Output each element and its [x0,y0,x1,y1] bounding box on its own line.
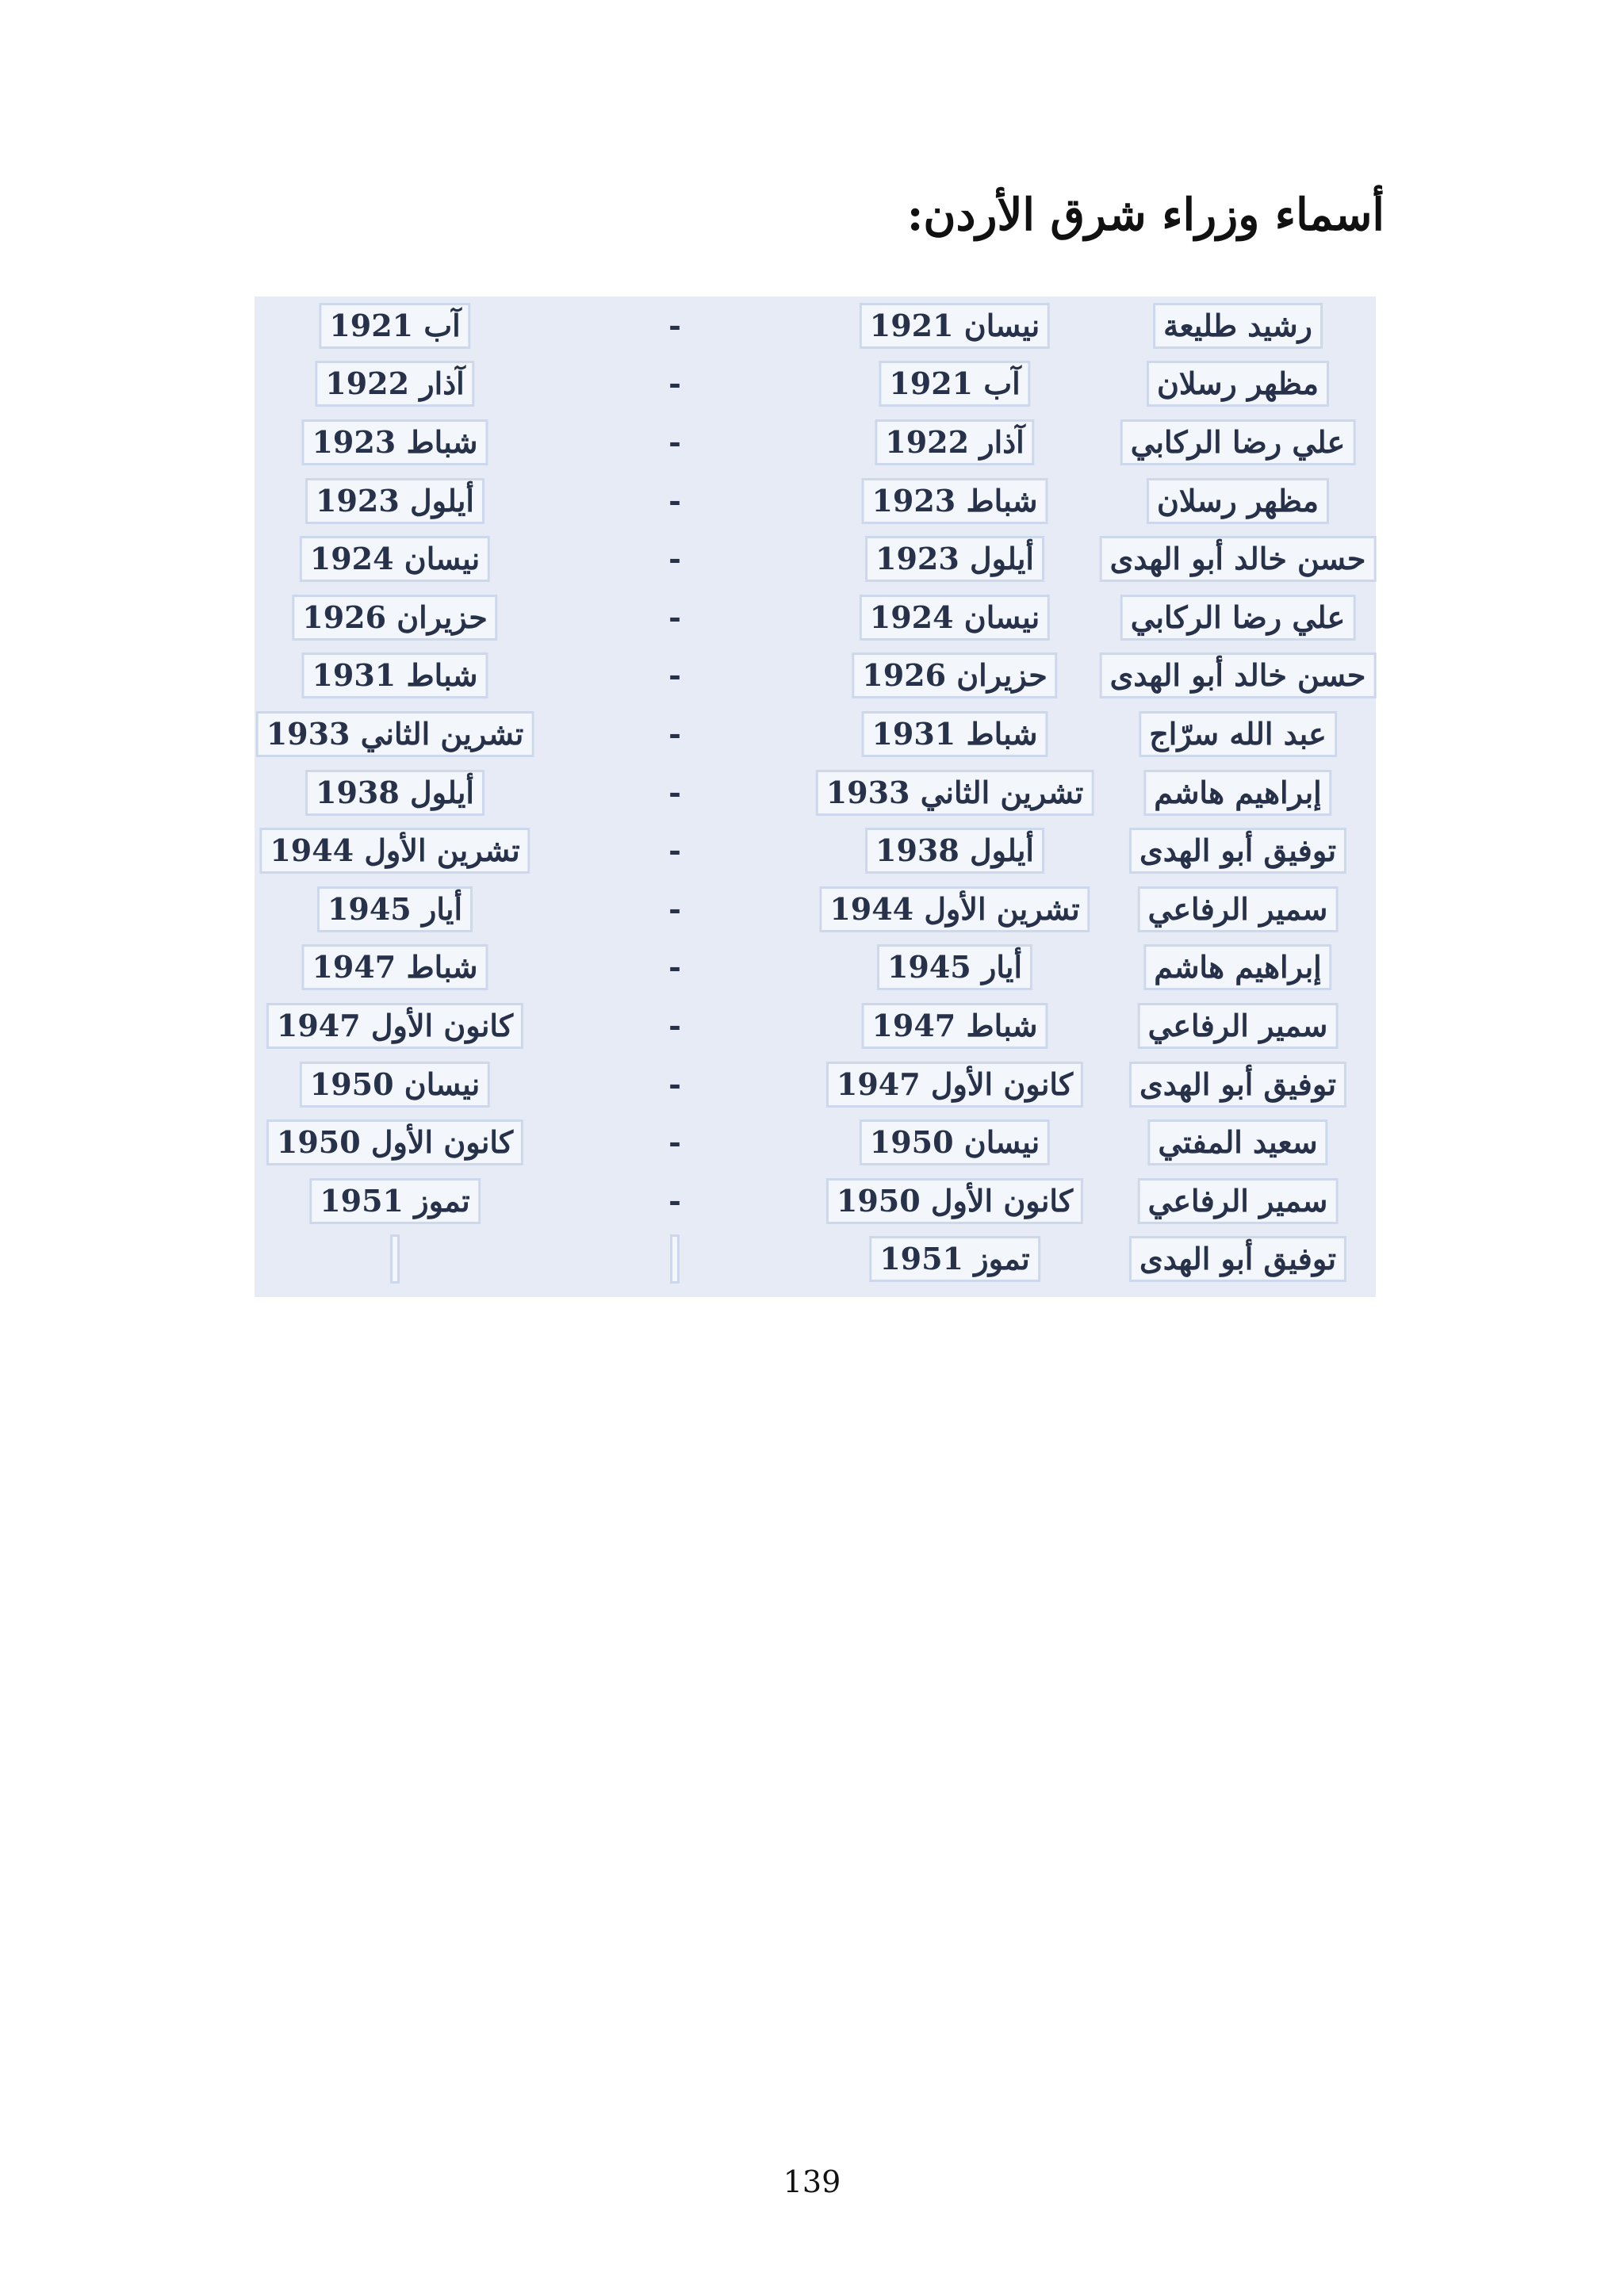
start-date-cell: نيسان 1950 [860,1119,1050,1165]
start-date-cell: حزيران 1926 [852,652,1057,698]
minister-name-cell: حسن خالد أبو الهدى [1100,652,1377,698]
separator-cell: - [668,774,681,810]
start-date-cell: كانون الأول 1950 [826,1178,1083,1224]
start-date-cell: شباط 1931 [861,711,1048,757]
start-date-cell: تموز 1951 [869,1236,1040,1282]
start-date-cell: أيلول 1923 [865,536,1044,582]
end-date-cell: أيلول 1923 [305,478,485,524]
minister-name-cell: توفيق أبو الهدى [1129,1062,1346,1108]
table-row [255,1055,1376,1114]
start-date-cell: آذار 1922 [875,419,1034,465]
end-date-cell: تشرين الأول 1944 [259,828,530,874]
minister-name-cell: علي رضا الركابي [1120,595,1356,641]
separator-cell [670,1234,680,1284]
minister-name-cell: إبراهيم هاشم [1143,770,1331,816]
table-row [255,763,1376,822]
start-date-cell: تشرين الأول 1944 [819,886,1090,932]
start-date-cell: آب 1921 [879,361,1030,407]
table-row [255,939,1376,997]
end-date-cell: نيسان 1950 [300,1062,490,1108]
minister-name-cell: مظهر رسلان [1147,478,1329,524]
table-row [255,821,1376,880]
minister-name-cell: مظهر رسلان [1147,361,1329,407]
end-date-cell: شباط 1947 [301,944,488,990]
separator-cell: - [668,890,681,927]
table-row [255,1172,1376,1230]
table-row [255,588,1376,647]
end-date-cell: أيلول 1938 [305,770,485,816]
separator-cell: - [668,307,681,343]
table-row [255,647,1376,706]
ministers-table [255,297,1376,1297]
end-date-cell [390,1234,400,1284]
separator-cell: - [668,1182,681,1219]
separator-cell: - [668,482,681,519]
separator-cell: - [668,949,681,985]
start-date-cell: نيسان 1924 [860,595,1050,641]
start-date-cell: تشرين الثاني 1933 [816,770,1094,816]
table-row [255,530,1376,588]
minister-name-cell: حسن خالد أبو الهدى [1100,536,1377,582]
separator-cell: - [668,1007,681,1043]
page-title: أسماء وزراء شرق الأردن: [906,189,1385,241]
table-row [255,413,1376,472]
end-date-cell: كانون الأول 1950 [266,1119,523,1165]
separator-cell: - [668,541,681,577]
start-date-cell: كانون الأول 1947 [826,1062,1083,1108]
minister-name-cell: سمير الرفاعي [1138,1178,1339,1224]
separator-cell: - [668,832,681,869]
separator-cell: - [668,1066,681,1102]
start-date-cell: نيسان 1921 [860,303,1050,349]
minister-name-cell: سمير الرفاعي [1138,1003,1339,1049]
end-date-cell: كانون الأول 1947 [266,1003,523,1049]
end-date-cell: آب 1921 [319,303,470,349]
end-date-cell: تشرين الثاني 1933 [256,711,534,757]
table-row [255,355,1376,414]
minister-name-cell: سعيد المفتي [1147,1119,1327,1165]
end-date-cell: شباط 1931 [301,652,488,698]
table-row [255,297,1376,355]
table-row [255,472,1376,530]
minister-name-cell: علي رضا الركابي [1120,419,1356,465]
table-row [255,705,1376,763]
table-row [255,1113,1376,1172]
minister-name-cell: عبد الله سرّاج [1139,711,1337,757]
start-date-cell: أيلول 1938 [865,828,1044,874]
separator-cell: - [668,715,681,752]
start-date-cell: شباط 1947 [861,1003,1048,1049]
start-date-cell: شباط 1923 [861,478,1048,524]
page-number: 139 [783,2164,841,2199]
separator-cell: - [668,599,681,635]
separator-cell: - [668,423,681,460]
end-date-cell: شباط 1923 [301,419,488,465]
table-row [255,880,1376,939]
separator-cell: - [668,365,681,402]
separator-cell: - [668,657,681,694]
minister-name-cell: إبراهيم هاشم [1143,944,1331,990]
table-row [255,1230,1376,1289]
end-date-cell: نيسان 1924 [300,536,490,582]
minister-name-cell: سمير الرفاعي [1138,886,1339,932]
minister-name-cell: توفيق أبو الهدى [1129,828,1346,874]
separator-cell: - [668,1124,681,1161]
minister-name-cell: رشيد طليعة [1153,303,1323,349]
end-date-cell: تموز 1951 [309,1178,481,1224]
start-date-cell: أيار 1945 [877,944,1032,990]
end-date-cell: أيار 1945 [317,886,473,932]
minister-name-cell: توفيق أبو الهدى [1129,1236,1346,1282]
end-date-cell: حزيران 1926 [292,595,497,641]
end-date-cell: آذار 1922 [315,361,474,407]
table-row [255,997,1376,1055]
